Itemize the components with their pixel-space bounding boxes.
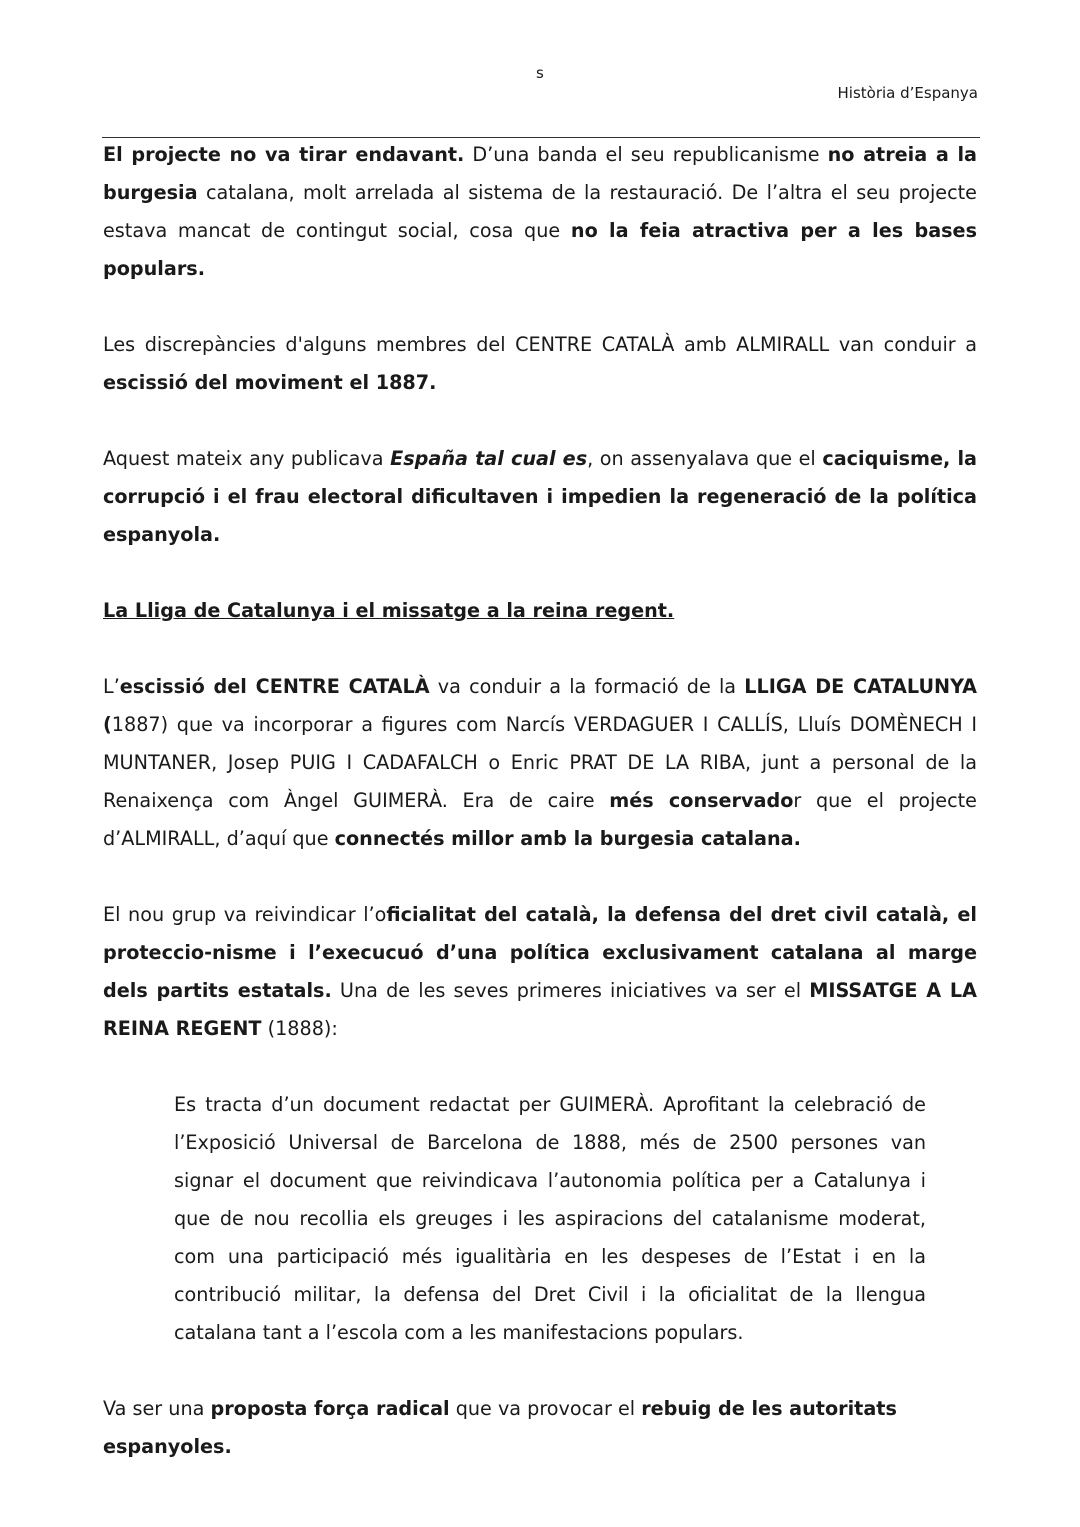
text-bold: no atreia a la burgesia	[103, 143, 977, 204]
text: L’	[103, 675, 120, 698]
paragraph-discrepancies	[103, 326, 977, 402]
text-bold: rebuig de les autoritats espanyoles.	[103, 1397, 897, 1458]
text: D’una banda el seu republicanisme	[464, 143, 828, 166]
text-bold: escissió del CENTRE CATALÀ	[119, 675, 430, 698]
text: Les discrepàncies d'alguns membres del CENTRE CATALÀ amb ALMIRALL van conduir a	[103, 333, 977, 356]
text-bold: MISSATGE A LA REINA REGENT	[103, 979, 977, 1040]
text: Una de les seves primeres iniciatives va ser el	[331, 979, 810, 1002]
paragraph-espana-tal-cual-es	[103, 440, 977, 554]
paragraph-project-failure	[103, 136, 977, 288]
text-bold: proposta força radical	[210, 1397, 450, 1420]
text: Va ser una	[103, 1397, 211, 1420]
text: 1887) que va incorporar a figures com Narcís VERDAGUER I CALLÍS, Lluís DOMÈNECH I MUNTANER, Josep PUIG I CADAFALCH o Enric PRAT DE LA RIBA, junt a personal de la Renaixença com Àngel GUIMERÀ. Era de caire	[103, 713, 977, 812]
text-bold: connectés millor amb la burgesia catalana.	[334, 827, 801, 850]
text-bold: més conservado	[609, 789, 794, 812]
header-title: Història d’Espanya	[837, 84, 978, 102]
paragraph-radical-proposal	[103, 1390, 977, 1466]
document-body	[103, 136, 977, 1466]
paragraph-lliga-formation	[103, 668, 977, 858]
text: Aquest mateix any publicava	[103, 447, 391, 470]
text-bold: LLIGA DE CATALUNYA (	[103, 675, 977, 736]
paragraph-new-group-claims	[103, 896, 977, 1048]
block-quote: Es tracta d’un document redactat per GUIMERÀ. Aprofitant la celebració de l’Exposició Universal de Barcelona de 1888, més de 2500 persones van signar el document que reivindicava l’autonomia política per a Catalunya i que de nou recollia els greuges i les aspiracions del catalanisme moderat, com una participació més igualitària en les despeses de l’Estat i en la contribució militar, la defensa del Dret Civil i la oficialitat de la llengua catalana tant a l’escola com a les manifestacions populars.	[174, 1093, 926, 1344]
text: r que el projecte d’ALMIRALL, d’aquí que	[103, 789, 977, 850]
text: va conduir a la formació de la	[429, 675, 745, 698]
page-number: s	[536, 64, 544, 82]
text-bold: caciquisme, la corrupció i el frau electoral dificultaven i impedien la regeneració de la política espanyola.	[103, 447, 977, 546]
text-bold: escissió del moviment el 1887.	[103, 371, 437, 394]
text-bold: El projecte no va tirar endavant.	[103, 143, 465, 166]
text: catalana, molt arrelada al sistema de la restauració. De l’altra el seu projecte estava mancat de contingut social, cosa que	[103, 181, 977, 242]
text: El nou grup va reivindicar l’o	[103, 903, 387, 926]
text: que va provocar el	[449, 1397, 642, 1420]
text-bold: no la feia atractiva per a les bases populars.	[103, 219, 977, 280]
text-bold: ficialitat del català, la defensa del dret civil català, el proteccio-nisme i l’execucuó d’una política exclusivament catalana al marge dels partits estatals.	[103, 903, 977, 1002]
text: (1888):	[261, 1017, 338, 1040]
section-heading: La Lliga de Catalunya i el missatge a la reina regent.	[103, 599, 675, 622]
book-title: España tal cual es	[390, 447, 588, 470]
text: , on assenyalava que el	[587, 447, 823, 470]
